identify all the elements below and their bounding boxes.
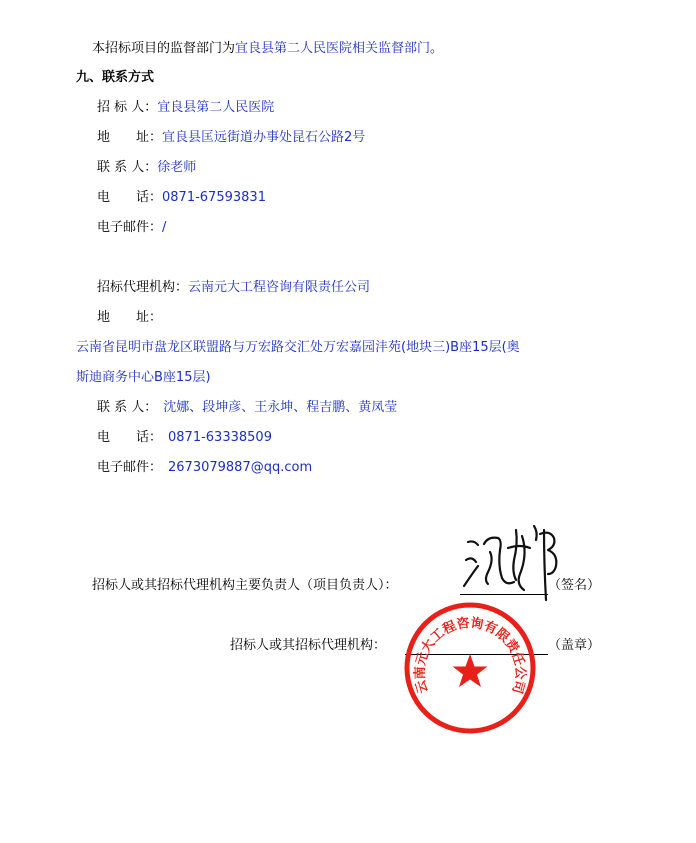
agency-address-line1: 云南省昆明市盘龙区联盟路与万宏路交汇处万宏嘉园沣苑(地块三)B座15层(奥 <box>76 340 520 355</box>
seal-text-path: 云南元大工程咨询有限责任公司 <box>412 615 528 695</box>
agency-contact-label: 联 系 人： <box>97 400 158 415</box>
tenderer-contact-row <box>97 159 196 177</box>
agency-address-line2: 斯迪商务中心B座15层) <box>76 370 211 385</box>
sign-note: （签名） <box>548 578 601 593</box>
section-title: 九、联系方式 <box>76 70 155 85</box>
agency-email-label: 电子邮件： <box>97 460 163 475</box>
agency-phone-label: 电 话： <box>97 430 163 445</box>
tenderer-phone: 0871-67593831 <box>162 190 266 205</box>
agency-contact: 沈娜、段坤彦、王永坤、程吉鹏、黄凤莹 <box>163 400 398 415</box>
agency-address-label: 地 址： <box>97 310 163 325</box>
company-seal-stamp <box>402 600 538 736</box>
seal-note: （盖章） <box>548 638 601 653</box>
tenderer-contact-label: 联 系 人： <box>97 160 158 175</box>
agency-contact-row <box>97 399 397 417</box>
handwritten-signature <box>458 520 570 604</box>
supervision-suffix: 。 <box>430 41 444 56</box>
supervision-statement <box>92 40 443 58</box>
tenderer-address: 宜良县匡远街道办事处昆石公路2号 <box>162 130 366 145</box>
tenderer-phone-label: 电 话： <box>97 190 163 205</box>
tenderer-email-row <box>97 219 166 237</box>
agency-name-row <box>97 279 370 297</box>
seal-star <box>453 654 488 687</box>
tenderer-contact: 徐老师 <box>157 160 197 175</box>
agency-seal-label: 招标人或其招标代理机构： <box>230 638 387 653</box>
agency-name: 云南元大工程咨询有限责任公司 <box>188 280 371 295</box>
supervision-prefix: 本招标项目的监督部门为 <box>92 41 236 56</box>
responsible-label: 招标人或其招标代理机构主要负责人（项目负责人）： <box>92 578 398 593</box>
agency-email-row <box>97 459 312 477</box>
tenderer-name: 宜良县第二人民医院 <box>157 100 275 115</box>
supervision-dept: 宜良县第二人民医院相关监督部门 <box>235 41 431 56</box>
tenderer-address-label: 地 址： <box>97 130 163 145</box>
agency-phone: 0871-63338509 <box>168 430 272 445</box>
tenderer-name-row <box>97 99 274 117</box>
agency-phone-row <box>97 429 272 447</box>
tenderer-email: / <box>162 220 167 235</box>
tenderer-phone-row <box>97 189 266 207</box>
tenderer-name-label: 招 标 人： <box>97 100 158 115</box>
agency-name-label: 招标代理机构： <box>97 280 189 295</box>
tenderer-address-row <box>97 129 365 147</box>
agency-email: 2673079887@qq.com <box>168 460 313 475</box>
tenderer-email-label: 电子邮件： <box>97 220 163 235</box>
